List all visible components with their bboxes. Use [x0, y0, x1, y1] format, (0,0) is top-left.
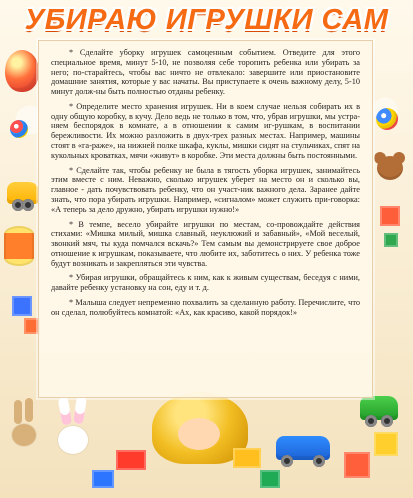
tip-paragraph: * Сделайте так, чтобы ребенку не была в тягость уборка игрушек, занимайтесь этим вместе с ним. Неважно, сколько игрушек уберет на место он и сколько вы, главное - дать почувствовать ребенку, что он участ-ник важного дела. Заранее дайте знать, что пора убирать игрушки. Например, «сигналом» может служить при-говорка: «А теперь за дело дружно, убирать игрушки нужно!»: [51, 165, 360, 214]
poster-title: УБИРАЮ ИГРУШКИ САМ: [24, 3, 389, 36]
block-illustration: [233, 448, 261, 468]
tip-paragraph: * Малыша следует непременно похвалить за сделанную работу. Перечислите, что он сделал, полюбуйтесь комнатой: «Ах, как красиво, какой порядок!»: [51, 297, 360, 317]
tip-paragraph: * В темпе, весело убирайте игрушки по местам, со-провождайте действия стихами: «Мишка милый, мишка славный, неуклюжий и забавный», «Мой веселый, звонкий мяч, ты куда помчался вскачь?» Тем самым вы демонстрируете свое доброе отношение к игрушкам, показываете, что любите их, заботитесь о них. У ребенка тоже будут возникать и закрепляться эти чувства.: [51, 219, 360, 268]
tips-panel: [38, 40, 373, 398]
teddy-bear-illustration: [377, 156, 403, 180]
block-illustration: [116, 450, 146, 470]
tip-paragraph: * Сделайте уборку игрушек самоценным событием. Отведите для этого специальное время, минут 5-10, не позволяя себе торопить ребенка или убирать за него; по-старайтесь, чтобы вас ничто не отвлекало: завершите или приостановите домашние занятия, которые у вас начаты. Вы приступаете к очень важному делу, 5-10 минут долж-ны быть полностью отданы ребенку.: [51, 48, 360, 97]
drum-illustration: [4, 226, 34, 266]
block-illustration: [380, 206, 400, 226]
ball-illustration: [376, 108, 398, 130]
rabbit-ear-icon: [58, 396, 73, 425]
rabbit-ear-icon: [25, 398, 33, 422]
block-illustration: [344, 452, 370, 478]
doll-face-illustration: [178, 418, 220, 450]
rabbit-illustration: [12, 424, 36, 446]
ball-illustration: [10, 120, 28, 138]
car-illustration: [360, 396, 398, 420]
rabbit-ear-icon: [73, 395, 87, 424]
tip-paragraph: * Убирая игрушки, обращайтесь к ним, как к живым существам, беседуя с ними, давайте ребенку установку на сон, еду и т. д.: [51, 273, 360, 293]
block-illustration: [92, 470, 114, 488]
teddy-bear-ear-icon: [374, 152, 386, 164]
balloon-illustration: [5, 50, 39, 92]
block-illustration: [374, 432, 398, 456]
truck-illustration: [276, 436, 330, 460]
title-bar: [8, 4, 405, 36]
rabbit-ear-icon: [14, 400, 22, 424]
tip-paragraph: * Определите место хранения игрушек. Ни в коем случае нельзя собирать их в одну общую коробку, в кучу. Дело ведь не только в том, что, убрав игрушки, мы устра-няем беспорядок в комнате, а в отношении к самим иг-рушкам, в воспитании бережливости. Их можно разложить в двух-трех разных местах. Например, машины стоят в «га-раже», на нижней полке шкафа, куклы, мишки сидят на стульчиках, спят на кукольных кроватках, мячи «живут» в коробке. Эти места должны быть постоянными.: [51, 101, 360, 160]
teddy-bear-ear-icon: [393, 152, 405, 164]
car-illustration: [7, 182, 39, 204]
block-illustration: [384, 233, 398, 247]
rabbit-illustration: [58, 426, 88, 454]
block-illustration: [260, 470, 280, 488]
block-illustration: [12, 296, 32, 316]
doll-illustration: [152, 392, 248, 464]
